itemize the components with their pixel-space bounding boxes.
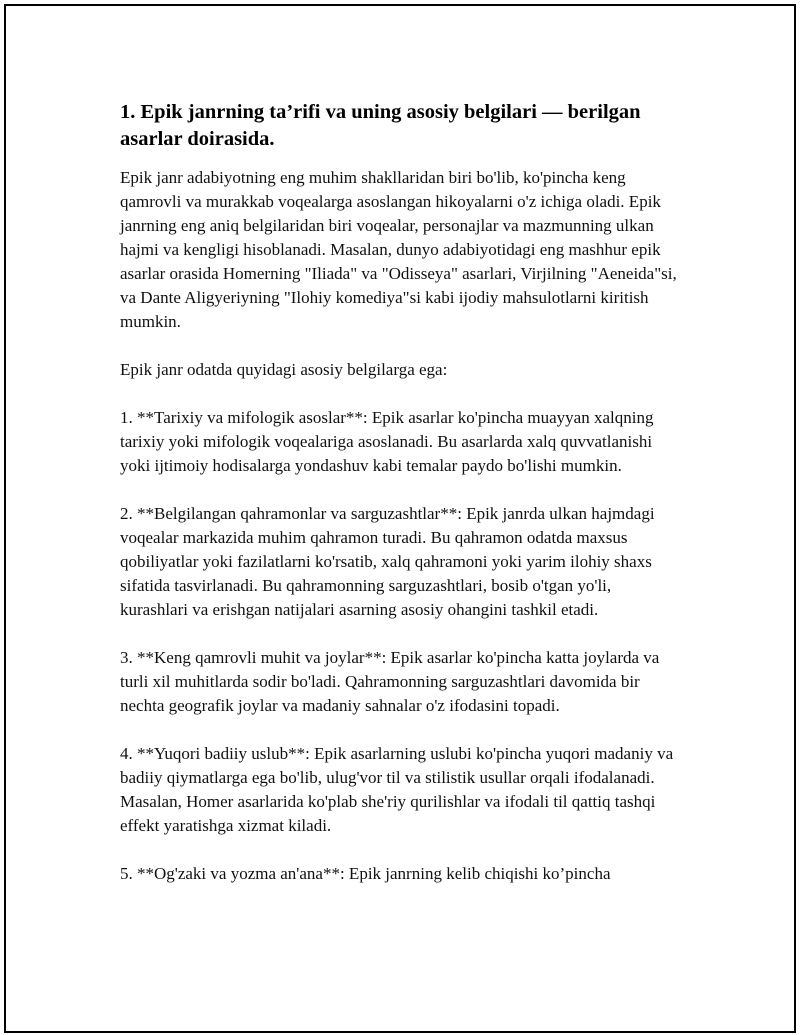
list-item-paragraph: 4. **Yuqori badiiy uslub**: Epik asarlarning uslubi ko'pincha yuqori madaniy va badiiy qiymatlarga ega bo'lib, ulug'vor til va stilistik usullar orqali ifodalanadi. Masalan, Homer asarlarida ko'plab she'riy qurilishlar va ifodali til qattiq tashqi effekt yaratishga xizmat kiladi. — [120, 744, 674, 835]
document-body — [120, 99, 680, 910]
list-item-paragraph: 1. **Tarixiy va mifologik asoslar**: Epik asarlar ko'pincha muayyan xalqning tarixiy yoki mifologik voqealariga asoslanadi. Bu asarlarda xalq quvvatlanishi yoki ijtimoiy hodisalarga yondashuv kabi temalar paydo bo'lishi mumkin. — [120, 408, 654, 475]
document-page — [4, 4, 796, 1033]
intro-paragraph: Epik janr adabiyotning eng muhim shakllaridan biri bo'lib, ko'pincha keng qamrovli va murakkab voqealarga asoslangan hikoyalarni o'z ichiga oladi. Epik janrning eng aniq belgilaridan biri voqealar, personajlar va mazmunning ulkan hajmi va kengligi hisoblanadi. Masalan, dunyo adabiyotidagi eng mashhur epik asarlar orasida Homerning "Iliada" va "Odisseya" asarlari, Virjilning "Aeneida"si, va Dante Aligyeriyning "Ilohiy komediya"si kabi ijodiy mahsulotlarni kiritish mumkin. — [120, 168, 677, 331]
list-item-paragraph: 3. **Keng qamrovli muhit va joylar**: Epik asarlar ko'pincha katta joylarda va turli xil muhitlarda sodir bo'ladi. Qahramonning sarguzashtlari davomida bir nechta geografik joylar va madaniy sahnalar o'z ifodasini topadi. — [120, 648, 660, 715]
list-item-paragraph: 2. **Belgilangan qahramonlar va sarguzashtlar**: Epik janrda ulkan hajmdagi voqealar markazida muhim qahramon turadi. Bu qahramon odatda maxsus qobiliyatlar yoki fazilatlarni ko'rsatib, xalq qahramoni yoki yarim ilohiy shaxs sifatida tasvirlanadi. Bu qahramonning sarguzashtlari, bosib o'tgan yo'li, kurashlari va erishgan natijalari asarning asosiy ohangini tashkil etadi. — [120, 504, 655, 619]
list-lead-paragraph: Epik janr odatda quyidagi asosiy belgilarga ega: — [120, 360, 448, 379]
list-item-paragraph: 5. **Og'zaki va yozma an'ana**: Epik janrning kelib chiqishi ko’pincha — [120, 864, 611, 883]
section-heading: 1. Epik janrning ta’rifi va uning asosiy belgilari — berilgan asarlar doirasida. — [120, 101, 641, 150]
